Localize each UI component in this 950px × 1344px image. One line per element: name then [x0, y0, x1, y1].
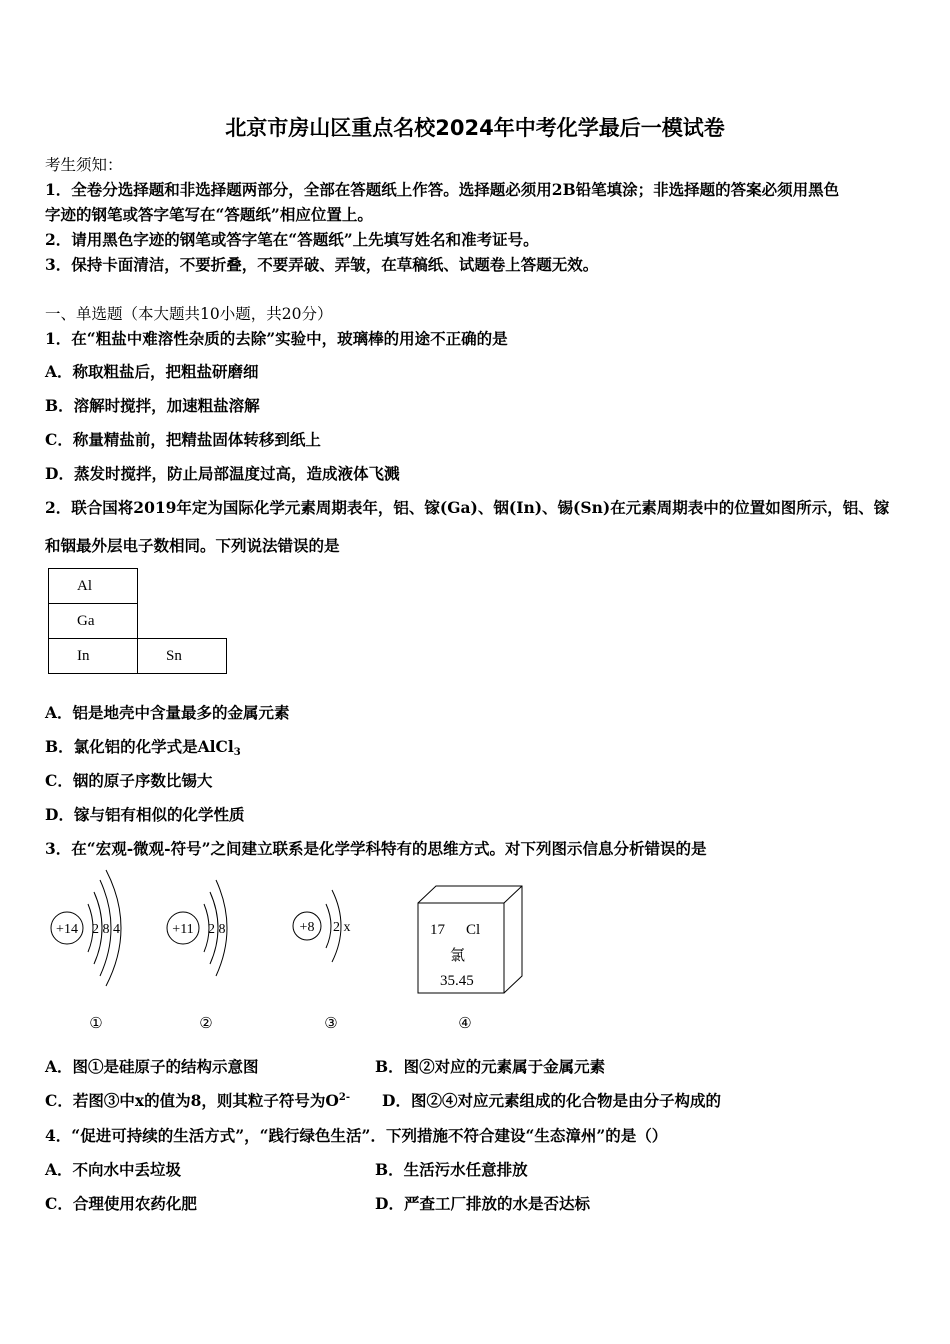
fig3-label: ③	[324, 1016, 338, 1032]
fig1-label: ①	[89, 1016, 103, 1032]
element-card-chlorine	[418, 886, 522, 1032]
fig2-label: ②	[199, 1016, 213, 1032]
q2-option-b	[45, 735, 241, 758]
notice-line-1b: 字迹的钢笔或答字笔写在“答题纸”相应位置上。	[45, 205, 373, 224]
q2-option-b-subscript: 3	[233, 747, 241, 758]
q3-option-d: D．图②④对应元素组成的化合物是由分子构成的	[382, 1091, 721, 1110]
fig4-name: 氯	[450, 948, 466, 964]
q2-option-d: D．镓与铝有相似的化学性质	[45, 805, 245, 824]
q4-stem: 4．“促进可持续的生活方式”，“践行绿色生活”．下列措施不符合建设“生态漳州”的是（）	[45, 1126, 668, 1145]
q4-option-d: D．严查工厂排放的水是否达标	[375, 1194, 590, 1213]
q1-option-c: C．称量精盐前，把精盐固体转移到纸上	[45, 430, 321, 449]
fig2-nucleus: +11	[172, 922, 194, 937]
q3-option-c	[45, 1089, 350, 1111]
q2-option-b-text: B．氯化铝的化学式是AlCl	[45, 737, 234, 756]
notice-line-3: 3．保持卡面清洁，不要折叠，不要弄破、弄皱，在草稿纸、试题卷上答题无效。	[45, 255, 599, 274]
page-title: 北京市房山区重点名校2024年中考化学最后一模试卷	[225, 116, 725, 140]
q3-option-c-text: C．若图③中x的值为8，则其粒子符号为O	[45, 1091, 339, 1110]
fig3-electrons: 2 x	[333, 920, 351, 935]
q1-option-d: D．蒸发时搅拌，防止局部温度过高，造成液体飞溅	[45, 464, 400, 483]
cell-al: Al	[49, 569, 138, 604]
q1-option-a: A．称取粗盐后，把粗盐研磨细	[45, 362, 259, 381]
q3-option-b: B．图②对应的元素属于金属元素	[375, 1057, 606, 1076]
atom-diagram-3	[293, 890, 351, 1032]
section-heading: 一、单选题（本大题共10小题，共20分）	[45, 305, 333, 323]
cell-sn: Sn	[138, 639, 227, 674]
q4-option-a: A．不向水中丢垃圾	[45, 1160, 182, 1179]
q3-option-c-superscript: 2-	[338, 1092, 350, 1103]
q1-option-b: B．溶解时搅拌，加速粗盐溶解	[45, 396, 260, 415]
periodic-table-excerpt	[48, 568, 227, 674]
notice-line-2: 2．请用黑色字迹的钢笔或答字笔在“答题纸”上先填写姓名和准考证号。	[45, 230, 539, 249]
q4-option-b: B．生活污水任意排放	[375, 1160, 528, 1179]
atom-diagram-2	[167, 880, 227, 1032]
cell-ga: Ga	[49, 604, 138, 639]
fig4-label: ④	[458, 1016, 472, 1032]
q2-stem-line2: 和铟最外层电子数相同。下列说法错误的是	[45, 536, 340, 555]
q3-option-a: A．图①是硅原子的结构示意图	[45, 1057, 259, 1076]
fig1-nucleus: +14	[56, 922, 78, 937]
q1-stem: 1．在“粗盐中难溶性杂质的去除”实验中，玻璃棒的用途不正确的是	[45, 329, 508, 348]
fig3-nucleus: +8	[299, 920, 315, 935]
fig2-electrons: 2 8	[208, 922, 226, 937]
notice-line-1: 1．全卷分选择题和非选择题两部分，全部在答题纸上作答。选择题必须用2B铅笔填涂；非选择题的答案必须用黑色	[45, 180, 840, 199]
q4-option-c: C．合理使用农药化肥	[45, 1194, 197, 1213]
fig4-mass: 35.45	[440, 973, 474, 989]
atom-diagram-1	[51, 870, 121, 1032]
q2-stem-line1: 2．联合国将2019年定为国际化学元素周期表年，铝、镓(Ga)、铟(In)、锡(Sn)在元素周期表中的位置如图所示，铝、镓	[45, 498, 890, 517]
q3-stem: 3．在“宏观-微观-符号”之间建立联系是化学学科特有的思维方式。对下列图示信息分析错误的是	[45, 839, 707, 858]
fig4-atomic-number: 17	[430, 922, 445, 938]
fig4-symbol: Cl	[466, 922, 481, 938]
notice-heading: 考生须知：	[45, 156, 123, 174]
cell-in: In	[49, 639, 138, 674]
fig1-electrons: 2 8 4	[92, 922, 120, 937]
q2-option-a: A．铝是地壳中含量最多的金属元素	[45, 703, 290, 722]
q2-option-c: C．铟的原子序数比锡大	[45, 771, 213, 790]
q3-figures	[40, 868, 540, 1038]
